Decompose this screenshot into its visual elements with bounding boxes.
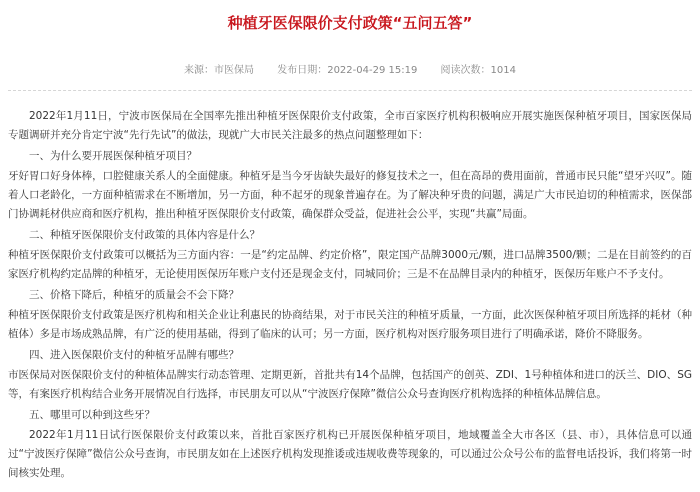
question-4: 四、进入医保限价支付的种植牙品牌有哪些？	[29, 348, 239, 361]
answer-2: 种植牙医保限价支付政策可以概括为三方面内容：一是“约定品牌、约定价格”，限定国产品牌3000元/颗，进口品牌3500/颗；二是在目前签约的百家医疗机构约定品牌的种植牙，无论使用医保历年账户支付还是现金支付，同城同价；三是不在品牌目录内的种植牙，医保历年账户不予支付。	[8, 249, 692, 280]
article-date: 发布日期：2022-04-29 15:19	[277, 65, 418, 76]
meta-divider	[8, 90, 692, 91]
intro-paragraph: 2022年1月11日，宁波市医保局在全国率先推出种植牙医保限价支付政策，全市百家医疗机构积极响应开展实施医保种植牙项目，国家医保局专题调研并充分肯定宁波“先行先试”的做法，现就广大市民关注最多的热点问题整理如下：	[8, 110, 692, 141]
answer-3: 种植牙医保限价支付政策是医疗机构和相关企业让利惠民的协商结果，对于市民关注的种植牙质量，一方面，此次医保种植牙项目所选择的耗材（种植体）多是市场成熟品牌，有广泛的使用基础，得到了临床的认可；另一方面，医疗机构对医疗服务项目进行了明确承诺，降价不降服务。	[8, 309, 692, 340]
article-source: 来源：市医保局	[184, 65, 255, 76]
article-body	[8, 107, 692, 485]
article-title: 种植牙医保限价支付政策“五问五答”	[227, 14, 473, 32]
question-3: 三、价格下降后，种植牙的质量会不会下降？	[29, 288, 239, 301]
article-views: 阅读次数：1014	[440, 65, 516, 76]
answer-1: 牙好胃口好身体棒，口腔健康关系人的全面健康。种植牙是当今牙齿缺失最好的修复技术之一，但在高昂的费用面前，普通市民只能“望牙兴叹”。随着人口老龄化，一方面种植需求在不断增加，另一方面，种不起牙的现象普遍存在。为了解决种牙贵的问题，满足广大市民迫切的种植需求，医保部门协调耗材供应商和医疗机构，推出种植牙医保限价支付政策，确保群众受益，促进社会公平，实现“共赢”局面。	[8, 170, 692, 220]
question-5: 五、哪里可以种到这些牙？	[29, 408, 155, 421]
article-meta	[0, 64, 700, 78]
answer-5: 2022年1月11日试行医保限价支付政策以来，首批百家医疗机构已开展医保种植牙项目，地域覆盖全大市各区（县、市），具体信息可以通过“宁波医疗保障”微信公众号查询，市民朋友如在上述医疗机构发现推诿或违规收费等现象的，可以通过公众号公布的监督电话投诉，我们将第一时间核实处理。	[8, 429, 692, 479]
question-1: 一、为什么要开展医保种植牙项目？	[29, 149, 197, 162]
answer-4: 市医保局对医保限价支付的种植体品牌实行动态管理、定期更新，首批共有14个品牌，包括国产的创英、ZDI、1号种植体和进口的沃兰、DIO、SG等，有案医疗机构结合业务开展情况自行选择，市民朋友可以从“宁波医疗保障”微信公众号查询医疗机构选择的种植体品牌信息。	[8, 369, 692, 400]
question-2: 二、种植牙医保限价支付政策的具体内容是什么？	[29, 228, 260, 241]
